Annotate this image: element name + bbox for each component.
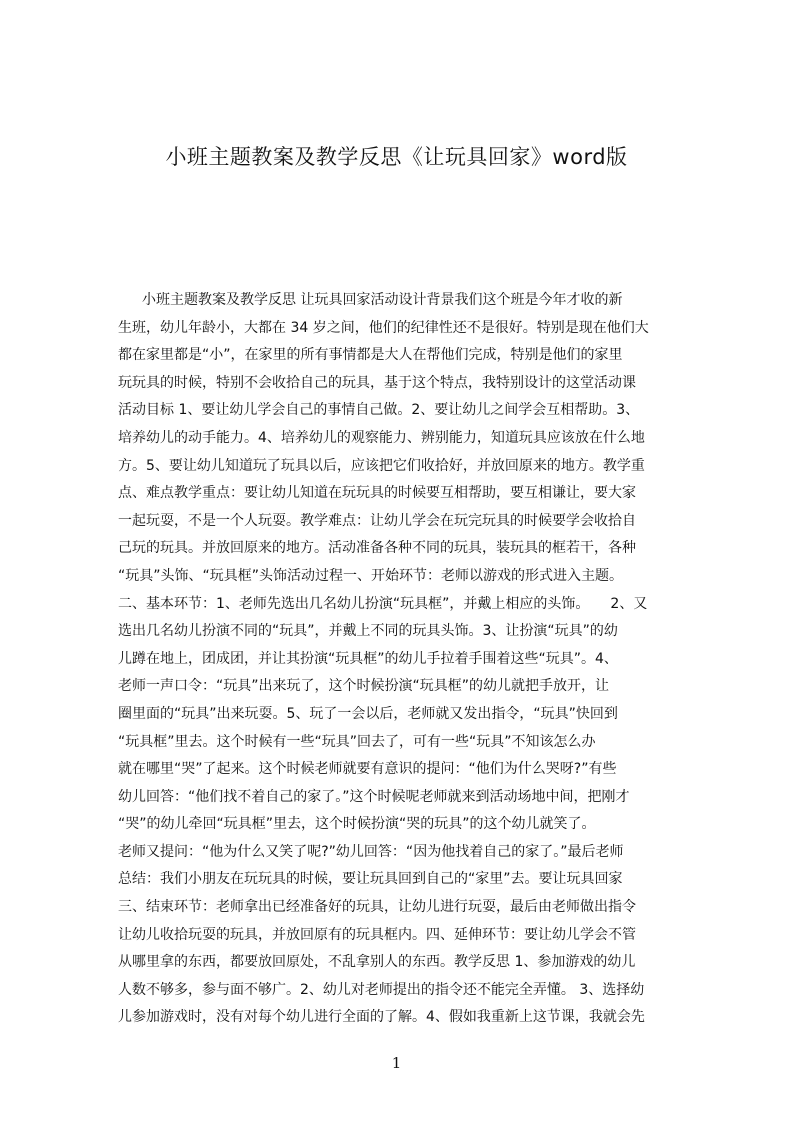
text-line: 方。5、要让幼儿知道玩了玩具以后，应该把它们收拾好，并放回原来的地方。教学重: [118, 457, 645, 474]
text-line: 就在哪里“哭”了起来。这个时候老师就要有意识的提问：“他们为什么哭呀?”有些: [118, 761, 617, 778]
text-line: 小班主题教案及教学反思 让玩具回家活动设计背景我们这个班是今年才收的新: [142, 292, 623, 308]
text-line: 三、结束环节：老师拿出已经准备好的玩具，让幼儿进行玩耍，最后由老师做出指令: [118, 899, 636, 916]
text-line: 都在家里都是“小”，在家里的所有事情都是大人在帮他们完成，特别是他们的家里: [118, 347, 623, 364]
page-title: 小班主题教案及教学反思《让玩具回家》word版: [165, 145, 628, 169]
text-line: 圈里面的“玩具”出来玩耍。5、玩了一会以后，老师就又发出指令，“玩具”快回到: [118, 705, 618, 722]
text-line: 儿蹲在地上，团成团，并让其扮演“玩具框”的幼儿手拉着手围着这些“玩具”。4、: [118, 650, 618, 667]
text-line: 二、基本环节：1、老师先选出几名幼儿扮演“玩具框”，并戴上相应的头饰。 2、又: [118, 595, 648, 612]
text-line: 一起玩耍，不是一个人玩耍。教学难点：让幼儿学会在玩完玩具的时候要学会收拾自: [118, 512, 636, 529]
body-text: [118, 287, 699, 1032]
text-line: “玩具”头饰、“玩具框”头饰活动过程一、开始环节：老师以游戏的形式进入主题。: [118, 567, 624, 584]
text-line: 总结：我们小朋友在玩玩具的时候，要让玩具回到自己的“家里”去。要让玩具回家: [118, 871, 623, 888]
text-line: 玩玩具的时候，特别不会收拾自己的玩具，基于这个特点，我特别设计的这堂活动课: [118, 374, 636, 391]
text-line: 培养幼儿的动手能力。4、培养幼儿的观察能力、辨别能力，知道玩具应该放在什么地: [118, 429, 645, 446]
text-line: 让幼儿收拾玩耍的玩具，并放回原有的玩具框内。四、延伸环节：要让幼儿学会不管: [118, 926, 636, 943]
text-line: 老师一声口令：“玩具”出来玩了，这个时候扮演“玩具框”的幼儿就把手放开，让: [118, 678, 610, 695]
text-line: 老师又提问：“他为什么又笑了呢?”幼儿回答：“因为他找着自己的家了。”最后老师: [118, 843, 624, 860]
text-line: 从哪里拿的东西，都要放回原处，不乱拿别人的东西。教学反思 1、参加游戏的幼儿: [118, 954, 636, 971]
text-line: 点、难点教学重点：要让幼儿知道在玩玩具的时候要互相帮助，要互相谦让，要大家: [118, 485, 636, 502]
text-line: 生班，幼儿年龄小，大都在 34 岁之间，他们的纪律性还不是很好。特别是现在他们大: [118, 319, 649, 336]
text-line: 活动目标 1、要让幼儿学会自己的事情自己做。2、要让幼儿之间学会互相帮助。3、: [118, 402, 640, 419]
text-line: 选出几名幼儿扮演不同的“玩具”，并戴上不同的玩具头饰。3、让扮演“玩具”的幼: [118, 623, 618, 640]
text-line: 人数不够多，参与面不够广。2、幼儿对老师提出的指令还不能完全弄懂。 3、选择幼: [118, 981, 645, 998]
page-number: 1: [391, 1054, 402, 1072]
text-line: 幼儿回答：“他们找不着自己的家了。”这个时候呢老师就来到活动场地中间，把刚才: [118, 788, 630, 805]
text-line: 儿参加游戏时，没有对每个幼儿进行全面的了解。4、假如我重新上这节课，我就会先: [118, 1009, 645, 1026]
text-line: 己玩的玩具。并放回原来的地方。活动准备各种不同的玩具，装玩具的框若干，各种: [118, 540, 636, 557]
text-line: “哭”的幼儿牵回“玩具框”里去，这个时候扮演“哭的玩具”的这个幼儿就笑了。: [118, 816, 596, 833]
text-line: “玩具框”里去。这个时候有一些“玩具”回去了，可有一些“玩具”不知该怎么办: [118, 733, 596, 750]
